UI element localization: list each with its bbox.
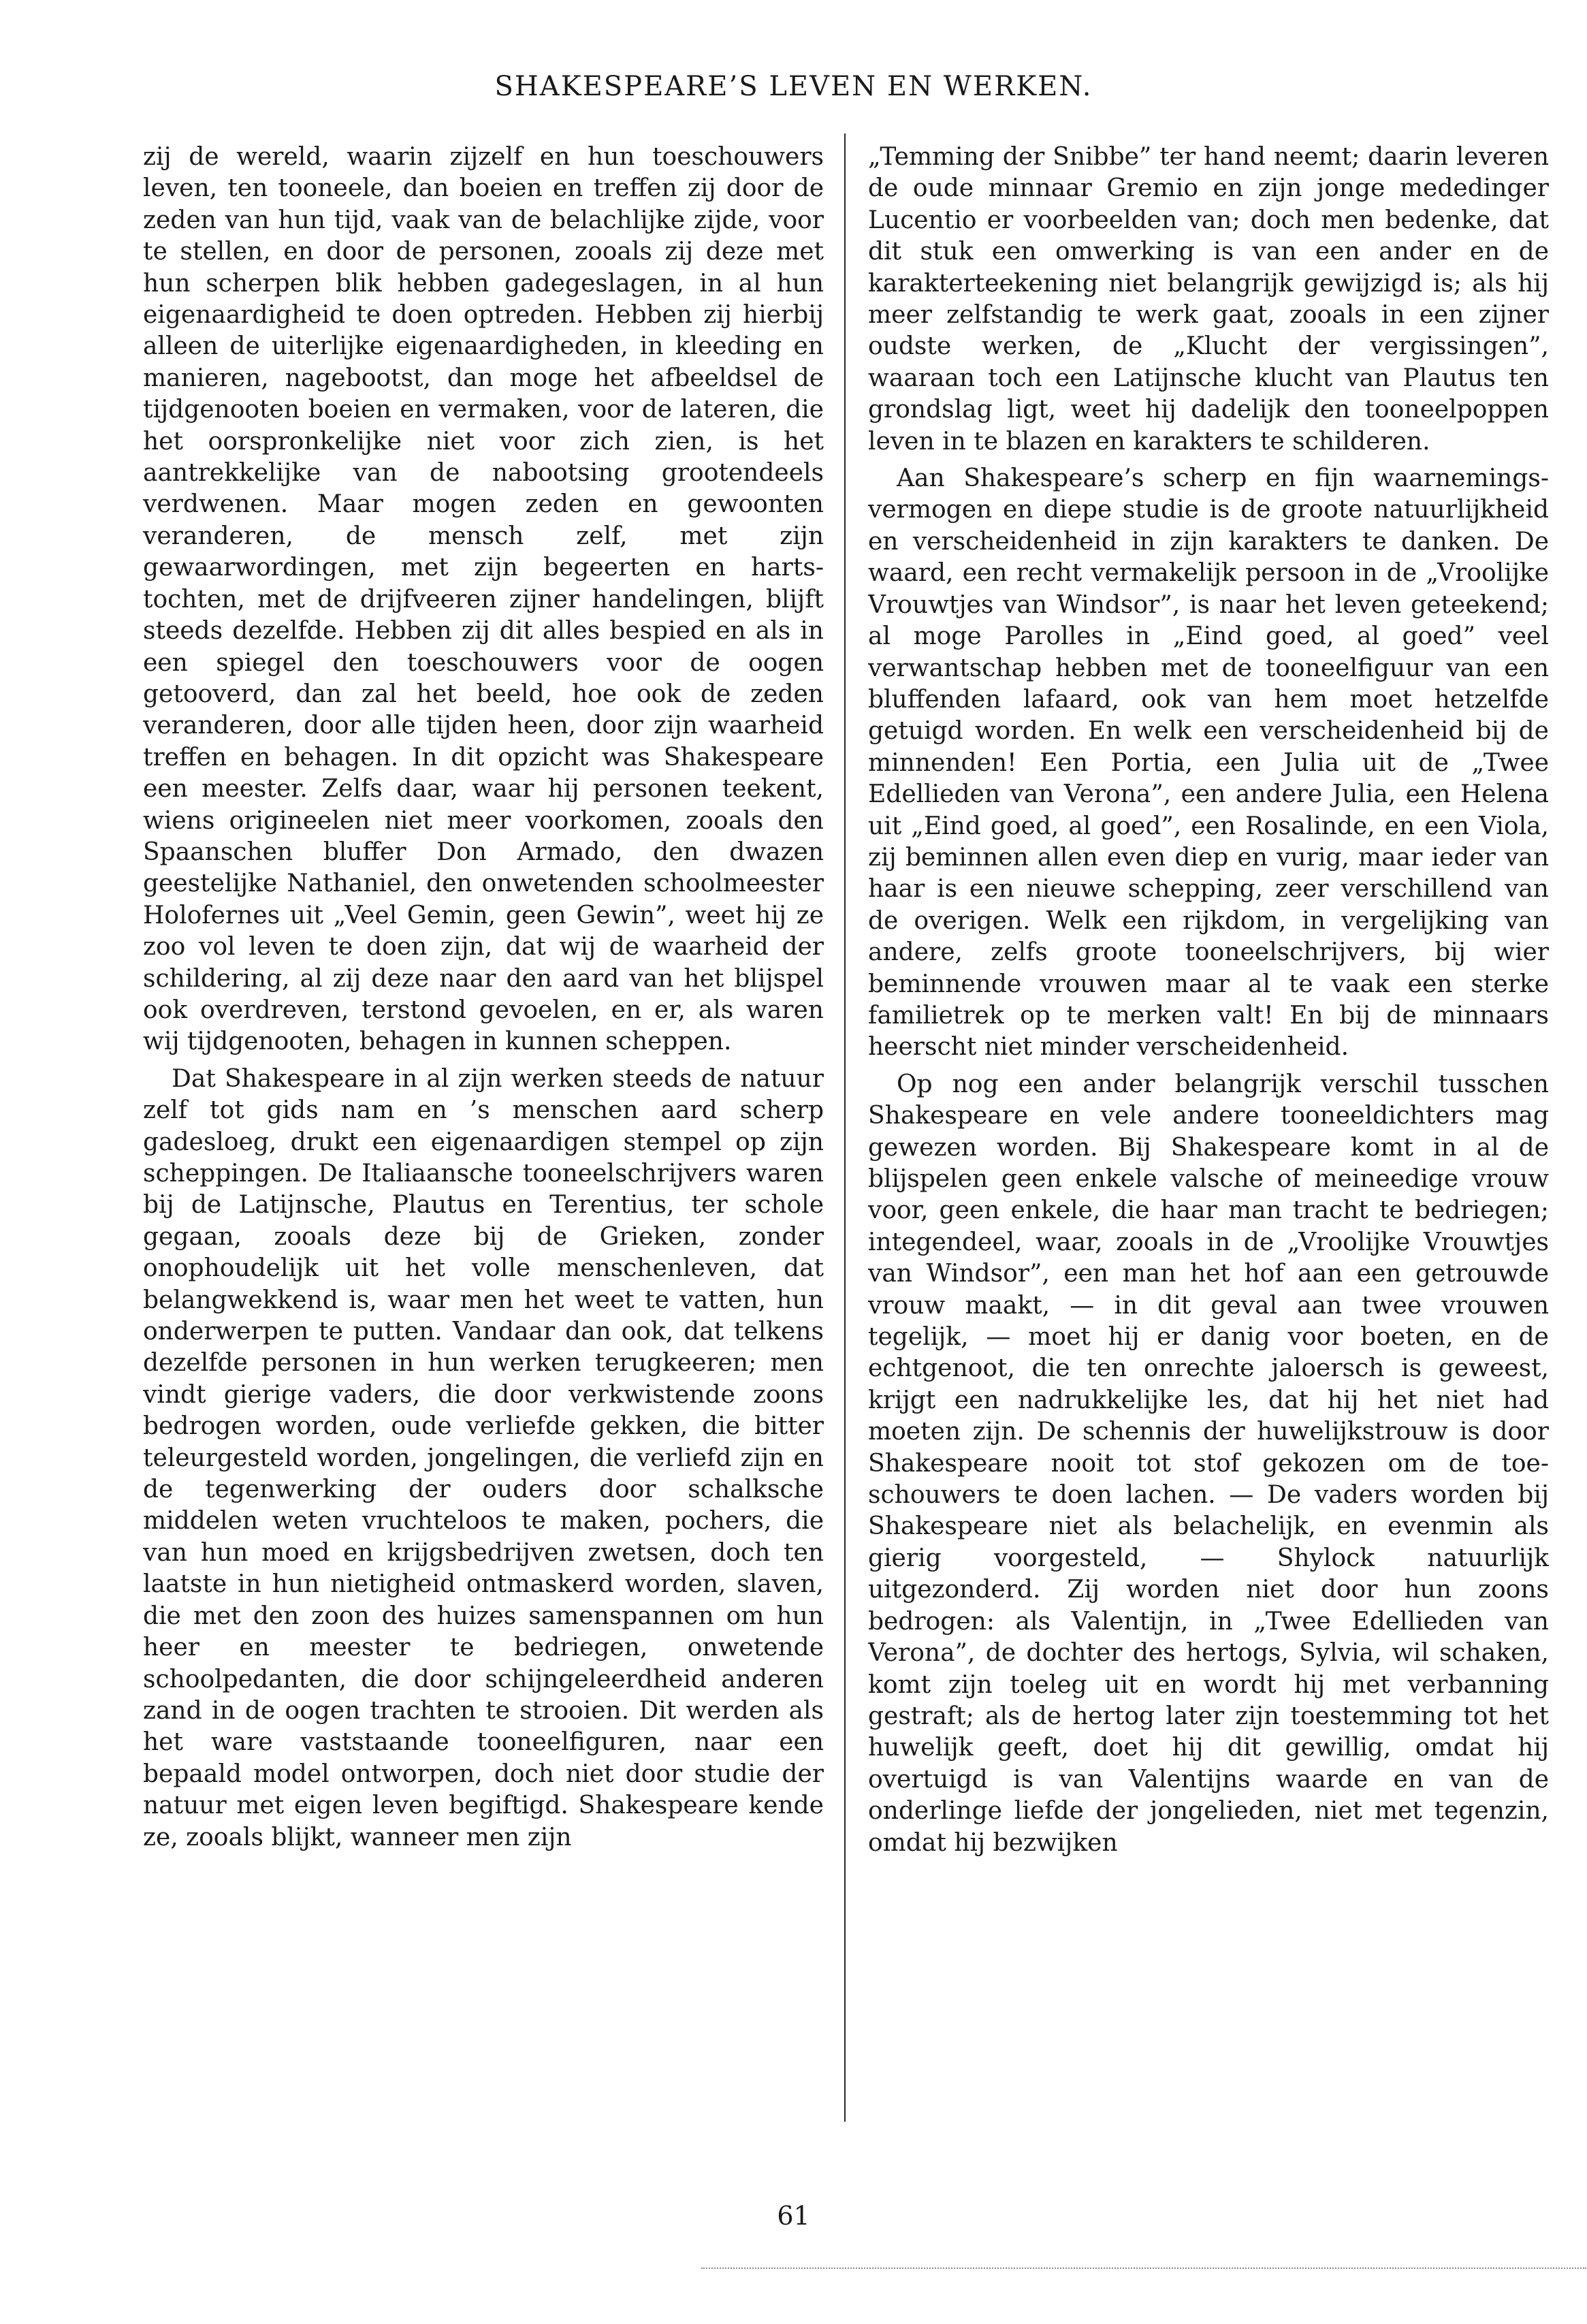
right-paragraph-3: Op nog een ander belangrijk verschil tusschen Shakespeare en vele andere tooneeldichters mag gewezen worden. Bij Shakespeare komt in al de blijspelen geen enkele valsche of meineedige vrouw voor, geen enkele, die haar man tracht te bedriegen; integendeel, waar, zooals in de „Vroolijke Vrouwtjes van Windsor”, een man het hof aan een getrouwde vrouw maakt, — in dit geval aan twee vrouwen tegelijk, — moet hij er danig voor boeten, en de echtgenoot, die ten onrechte jaloersch is geweest, krijgt een nadrukkelijke les, dat hij het niet had moeten zijn. De schennis der huwelijkstrouw is door Shakespeare nooit tot stof gekozen om de toeschouwers te doen lachen. — De vaders worden bij Shakespeare niet als belachelijk, en evenmin als gierig voorgesteld, — Shylock natuurlijk uitgezonderd. Zij worden niet door hun zoons bedrogen: als Valentijn, in „Twee Edellieden van Verona”, de dochter des hertogs, Sylvia, wil schaken, komt zijn toeleg uit en wordt hij met verbanning gestraft; als de hertog later zijn toestemming tot het huwelijk geeft, doet hij dit gewillig, omdat hij overtuigd is van Valentijns waarde en van de onderlinge liefde der jongelieden, niet met tegenzin, omdat hij bezwijken [868, 1070, 1549, 1857]
left-column [143, 142, 824, 2218]
running-title: SHAKESPEARE’S LEVEN EN WERKEN. [494, 71, 1093, 102]
column-divider [844, 133, 846, 2122]
right-column [868, 142, 1549, 2218]
bottom-dotted-rule [701, 2267, 1586, 2269]
left-paragraph-1: zij de wereld, waarin zijzelf en hun toeschouwers leven, ten tooneele, dan boeien en treffen zij door de zeden van hun tijd, vaak van de belachlijke zijde, voor te stellen, en door de personen, zooals zij deze met hun scherpen blik hebben gadegeslagen, in al hun eigenaardigheid te doen optreden. Hebben zij hierbij alleen de uiterlijke eigenaardigheden, in kleeding en manieren, nagebootst, dan moge het afbeeldsel de tijdgenooten boeien en vermaken, voor de lateren, die het oorspronkelijke niet voor zich zien, is het aantrekkelijke van de nabootsing grootendeels verdwenen. Maar mogen zeden en gewoonten veranderen, de mensch zelf, met zijn gewaarwordingen, met zijn begeerten en hartstochten, met de drijfveeren zijner handelingen, blijft steeds dezelfde. Hebben zij dit alles bespied en als in een spiegel den toeschouwers voor de oogen getooverd, dan zal het beeld, hoe ook de zeden veranderen, door alle tijden heen, door zijn waarheid treffen en behagen. In dit opzicht was Shakespeare een meester. Zelfs daar, waar hij personen teekent, wiens origineelen niet meer voorkomen, zooals den Spaanschen bluffer Don Armado, den dwazen geestelijke Nathaniel, den onwetenden schoolmeester Holofernes uit „Veel Gemin, geen Gewin”, weet hij ze zoo vol leven te doen zijn, dat wij de waarheid der schildering, al zij deze naar den aard van het blijspel ook overdreven, terstond gevoelen, en er, als waren wij tijdgenooten, behagen in kunnen scheppen. [143, 143, 824, 1056]
left-paragraph-2: Dat Shakespeare in al zijn werken steeds de natuur zelf tot gids nam en ’s menschen aard scherp gadesloeg, drukt een eigenaardigen stempel op zijn scheppingen. De Italiaansche tooneelschrijvers waren bij de Latijnsche, Plautus en Terentius, ter schole gegaan, zooals deze bij de Grieken, zonder onophoudelijk uit het volle menschenleven, dat belangwekkend is, waar men het weet te vatten, hun onderwerpen te putten. Vandaar dan ook, dat telkens dezelfde personen in hun werken terugkeeren; men vindt gierige vaders, die door verkwistende zoons bedrogen worden, oude verliefde gekken, die bitter teleurgesteld worden, jongelingen, die verliefd zijn en de tegenwerking der ouders door schalksche middelen weten vruchteloos te maken, pochers, die van hun moed en krijgsbedrijven zwetsen, doch ten laatste in hun nietigheid ontmaskerd worden, slaven, die met den zoon des huizes samenspannen om hun heer en meester te bedriegen, onwetende schoolpedanten, die door schijngeleerdheid anderen zand in de oogen trachten te strooien. Dit werden als het ware vaststaande tooneelfiguren, naar een bepaald model ontworpen, doch niet door studie der natuur met eigen leven begiftigd. Shakespeare kende ze, zooals blijkt, wanneer men zijn [143, 1064, 824, 1851]
right-paragraph-1: „Temming der Snibbe” ter hand neemt; daarin leveren de oude minnaar Gremio en zijn jonge mededinger Lucentio er voorbeelden van; doch men bedenke, dat dit stuk een omwerking is van een ander en de karakterteekening niet belangrijk gewijzigd is; als hij meer zelfstandig te werk gaat, zooals in een zijner oudste werken, de „Klucht der vergissingen”, waaraan toch een Latijnsche klucht van Plautus ten grondslag ligt, weet hij dadelijk den tooneelpoppen leven in te blazen en karakters te schilderen. [868, 143, 1549, 456]
page-number: 61 [777, 2201, 810, 2231]
right-paragraph-2: Aan Shakespeare’s scherp en fijn waarnemingsvermogen en diepe studie is de groote natuurlijkheid en verscheidenheid in zijn karakters te danken. De waard, een recht vermakelijk persoon in de „Vroolijke Vrouwtjes van Windsor”, is naar het leven geteekend; al moge Parolles in „Eind goed, al goed” veel verwantschap hebben met de tooneelfiguur van een bluffenden lafaard, ook van hem moet hetzelfde getuigd worden. En welk een verscheidenheid bij de minnenden! Een Portia, een Julia uit de „Twee Edellieden van Verona”, een andere Julia, een Helena uit „Eind goed, al goed”, een Rosalinde, en een Viola, zij beminnen allen even diep en vurig, maar ieder van haar is een nieuwe schepping, zeer verschillend van de overigen. Welk een rijkdom, in vergelijking van andere, zelfs groote tooneelschrijvers, bij wier beminnende vrouwen maar al te vaak een sterke familietrek op te merken valt! En bij de minnaars heerscht niet minder verscheidenheid. [868, 464, 1549, 1062]
